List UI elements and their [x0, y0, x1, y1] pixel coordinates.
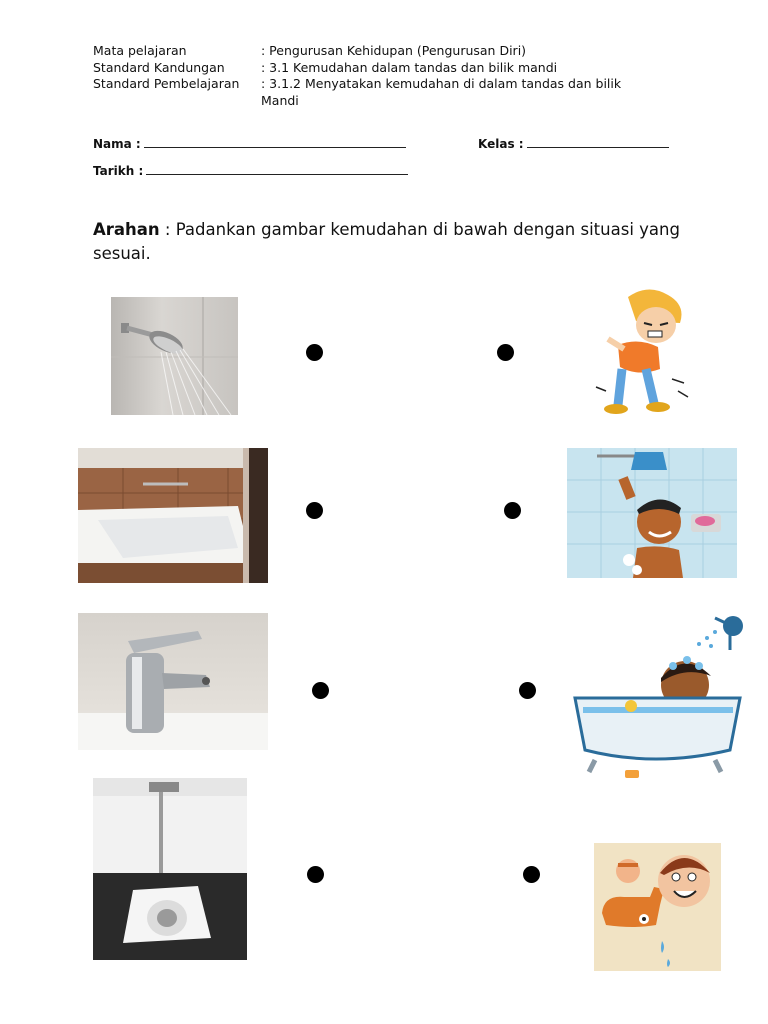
instruction-lead: Arahan — [93, 220, 160, 239]
tarikh-field[interactable] — [93, 164, 408, 178]
match-dot-right-2[interactable] — [504, 502, 521, 519]
meta-key: Standard Pembelajaran — [93, 76, 240, 91]
squat-toilet-photo[interactable] — [93, 778, 247, 960]
match-dot-right-1[interactable] — [497, 344, 514, 361]
boy-stomach-ache-cartoon[interactable] — [588, 287, 693, 417]
header-metadata — [93, 43, 661, 109]
meta-row — [93, 43, 661, 60]
nama-blank[interactable] — [144, 137, 406, 148]
meta-row — [93, 60, 661, 77]
match-dot-left-1[interactable] — [306, 344, 323, 361]
instruction — [93, 218, 693, 266]
kelas-field[interactable] — [478, 137, 669, 151]
instruction-text: : Padankan gambar kemudahan di bawah dengan situasi yang sesuai. — [93, 220, 680, 263]
nama-field[interactable] — [93, 137, 406, 151]
meta-value: : 3.1.2 Menyatakan kemudahan di dalam tandas dan bilik Mandi — [261, 76, 622, 108]
kelas-label: Kelas : — [478, 137, 524, 151]
boy-with-faucet-cartoon[interactable] — [594, 843, 721, 971]
nama-label: Nama : — [93, 137, 141, 151]
meta-key: Standard Kandungan — [93, 59, 225, 75]
shower-head-photo[interactable] — [111, 297, 238, 415]
tarikh-blank[interactable] — [146, 164, 408, 175]
match-dot-right-3[interactable] — [519, 682, 536, 699]
match-dot-left-3[interactable] — [312, 682, 329, 699]
kelas-blank[interactable] — [527, 137, 669, 148]
meta-value: : Pengurusan Kehidupan (Pengurusan Diri) — [261, 43, 527, 58]
match-dot-right-4[interactable] — [523, 866, 540, 883]
bathtub-photo[interactable] — [78, 448, 268, 583]
meta-row — [93, 76, 661, 109]
match-dot-left-2[interactable] — [306, 502, 323, 519]
boy-showering-cartoon[interactable] — [567, 448, 737, 578]
meta-key: Mata pelajaran — [93, 43, 187, 58]
faucet-photo[interactable] — [78, 613, 268, 750]
meta-value: : 3.1 Kemudahan dalam tandas dan bilik mandi — [261, 59, 558, 75]
tarikh-label: Tarikh : — [93, 164, 144, 178]
match-dot-left-4[interactable] — [307, 866, 324, 883]
child-in-bathtub-cartoon[interactable] — [565, 610, 750, 785]
